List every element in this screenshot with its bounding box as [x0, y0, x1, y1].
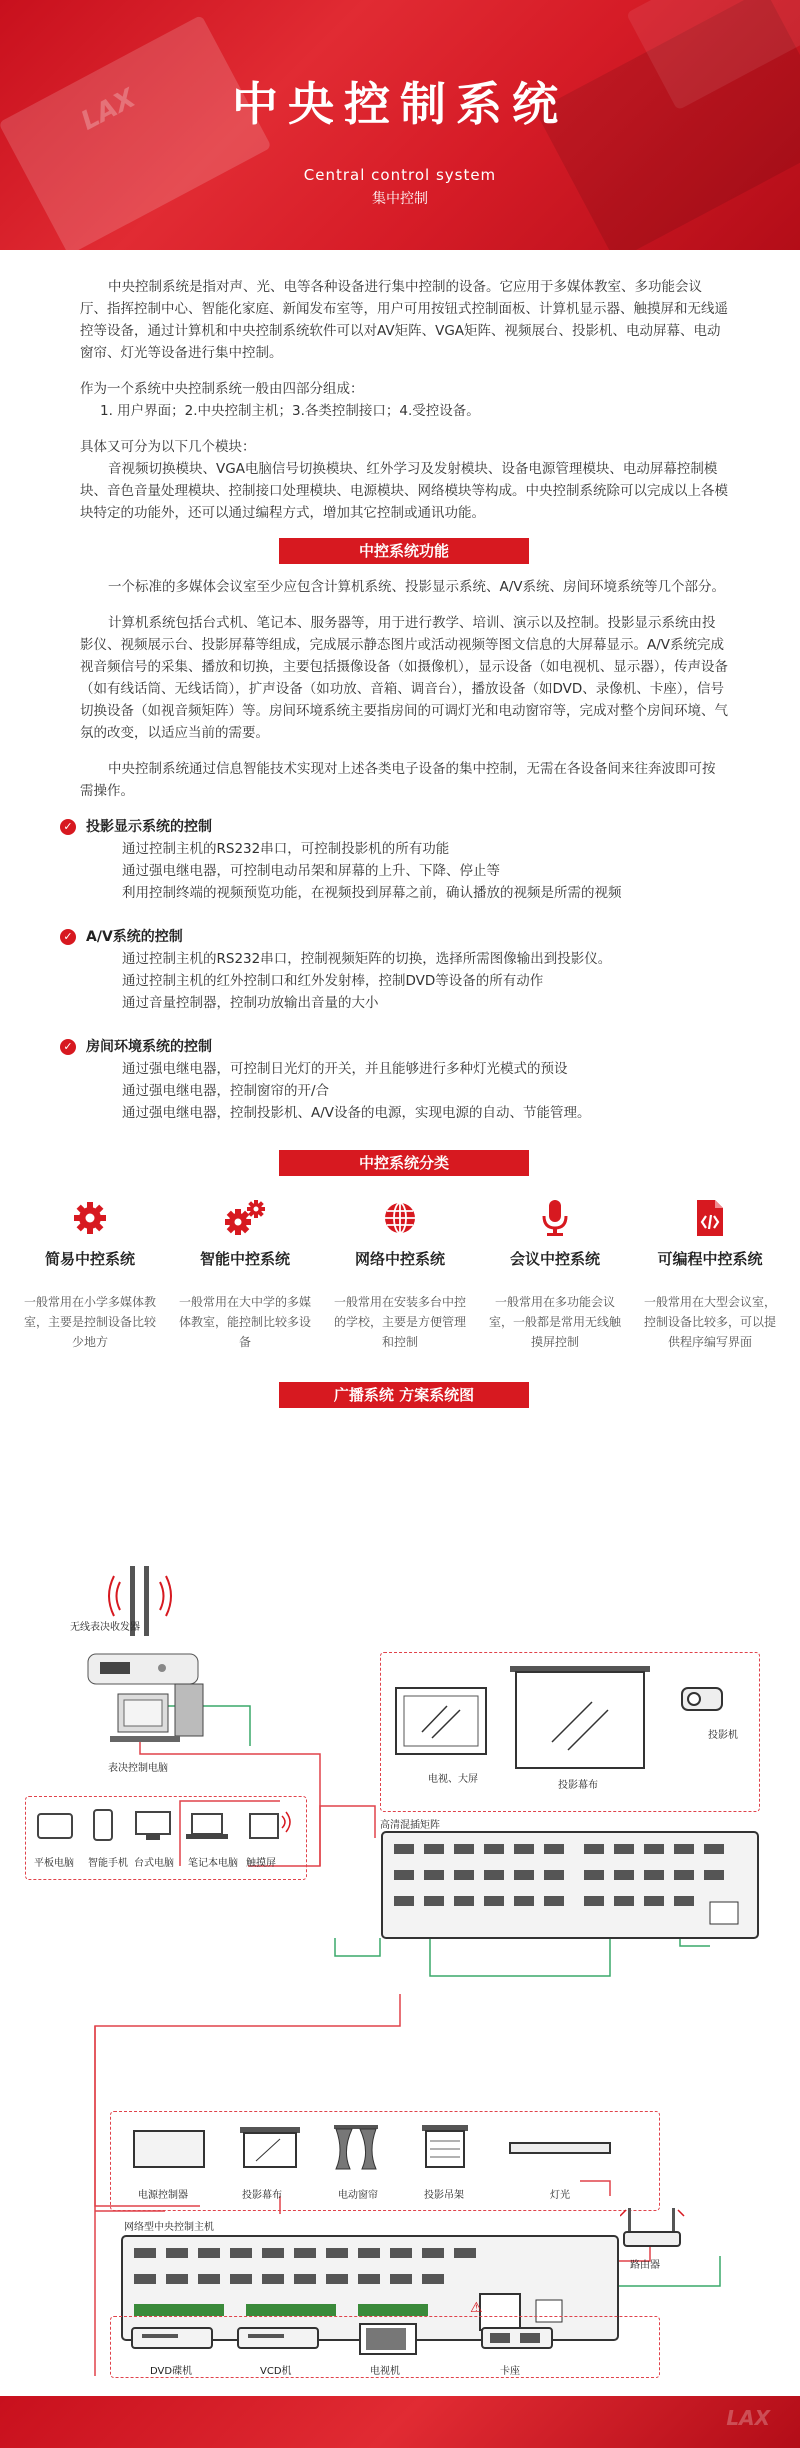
display-devices [392, 1662, 752, 1782]
lift-label: 投影吊架 [424, 2190, 464, 2201]
hd-matrix [380, 1830, 760, 1942]
footer-watermark: LAX [726, 2406, 770, 2430]
feature-line: 通过控制主机的RS232串口，可控制投影机的所有功能 [122, 841, 450, 857]
category-desc: 一般常用在大型会议室，控制设备比较多，可以提供程序编写界面 [643, 1295, 776, 1349]
tv2-label: 电视机 [370, 2366, 400, 2377]
feature-projection [63, 816, 728, 904]
feature-environment [63, 1036, 728, 1124]
category-title: 会议中控系统 [509, 1250, 600, 1268]
category-title: 可编程中控系统 [657, 1250, 763, 1268]
feature-title: 投影显示系统的控制 [86, 819, 212, 835]
category-desc: 一般常用在多功能会议室，一般都是常用无线触摸屏控制 [488, 1295, 621, 1349]
modules-body: 音视频切换模块、VGA电脑信号切换模块、红外学习及发射模块、设备电源管理模块、电动屏幕控制模块、音色音量处理模块、控制接口处理模块、电源模块、网络模块等构成。中央控制系统除可以完成以上各模块特定的功能外，还可以通过编程方式，增加其它控制或通讯功能。 [80, 461, 728, 521]
category-list [20, 1196, 780, 1352]
feature-line: 利用控制终端的视频预览功能，在视频投到屏幕之前，确认播放的视频是所需的视频 [122, 885, 622, 901]
screen-label: 投影幕布 [558, 1780, 598, 1791]
svg-text:⚠: ⚠ [470, 2300, 483, 2316]
desktop-label: 台式电脑 [134, 1858, 174, 1869]
user-devices [32, 1806, 302, 1846]
microphone-icon [540, 1198, 570, 1238]
dvd-label: DVD碟机 [150, 2366, 193, 2377]
category-title: 智能中控系统 [199, 1250, 290, 1268]
laptop-label: 笔记本电脑 [188, 1858, 238, 1869]
power-controller-label: 电源控制器 [138, 2190, 188, 2201]
feature-line: 通过音量控制器，控制功放输出音量的大小 [122, 995, 379, 1011]
code-file-icon [694, 1198, 726, 1238]
main-content [23, 276, 776, 1420]
page-subtitle-cn: 集中控制 [372, 191, 428, 207]
feature-line: 通过强电继电器，控制窗帘的开/合 [122, 1083, 330, 1099]
wireless-receiver [80, 1564, 230, 1744]
gear-icon [72, 1200, 108, 1236]
deck-label: 卡座 [500, 2366, 520, 2377]
light-label: 灯光 [550, 2190, 570, 2201]
category-desc: 一般常用在大中学的多媒体教室，能控制比较多设备 [178, 1295, 311, 1349]
feature-line: 通过强电继电器，可控制日光灯的开关，并且能够进行多种灯光模式的预设 [122, 1061, 568, 1077]
host-label: 网络型中央控制主机 [124, 2222, 214, 2233]
section-heading-functions: 中控系统功能 [279, 538, 529, 564]
page-subtitle-en: Central control system [303, 166, 497, 184]
header-banner [0, 0, 800, 250]
tablet-label: 平板电脑 [34, 1858, 74, 1869]
category-item [175, 1196, 315, 1352]
check-icon: ✓ [60, 819, 76, 835]
router-label: 路由器 [630, 2260, 660, 2271]
curtain-label: 电动窗帘 [338, 2190, 378, 2201]
phone-label: 智能手机 [88, 1858, 128, 1869]
category-desc: 一般常用在安装多台中控的学校，主要是方便管理和控制 [333, 1295, 466, 1349]
category-item [640, 1196, 780, 1352]
pc-label: 表决控制电脑 [108, 1763, 168, 1774]
brand-watermark: LAX [76, 83, 141, 137]
category-item [20, 1196, 160, 1352]
composition-title: 作为一个系统中央控制系统一般由四部分组成： [80, 381, 364, 397]
globe-icon [382, 1200, 418, 1236]
composition-items: 1. 用户界面；2.中央控制主机；3.各类控制接口；4.受控设备。 [100, 403, 480, 419]
tv-label: 电视、大屏 [428, 1774, 478, 1785]
matrix-label: 高清混插矩阵 [380, 1820, 440, 1831]
footer-banner [0, 2396, 800, 2448]
feature-line: 通过控制主机的RS232串口，控制视频矩阵的切换，选择所需图像输出到投影仪。 [122, 951, 612, 967]
category-title: 简易中控系统 [44, 1250, 135, 1268]
feature-title: A/V系统的控制 [86, 929, 183, 945]
vcd-label: VCD机 [260, 2366, 292, 2377]
functions-paragraph-1: 一个标准的多媒体会议室至少应包含计算机系统、投影显示系统、A/V系统、房间环境系统等几个部分。 [108, 579, 726, 595]
category-desc: 一般常用在小学多媒体教室，主要是控制设备比较少地方 [23, 1295, 156, 1349]
category-item [485, 1196, 625, 1352]
page-title: 中央控制系统 [232, 77, 568, 131]
category-title: 网络中控系统 [354, 1250, 445, 1268]
touchscreen-label: 触摸屏 [246, 1858, 276, 1869]
gears-icon [223, 1198, 267, 1238]
wireless-receiver-label: 无线表决收发器 [70, 1622, 140, 1633]
feature-av [63, 926, 728, 1014]
check-icon: ✓ [60, 1039, 76, 1055]
router [620, 2206, 690, 2256]
feature-line: 通过强电继电器，控制投影机、A/V设备的电源，实现电源的自动、节能管理。 [122, 1105, 591, 1121]
check-icon: ✓ [60, 929, 76, 945]
functions-paragraph-3: 中央控制系统通过信息智能技术实现对上述各类电子设备的集中控制，无需在各设备间来往奔波即可按需操作。 [80, 761, 716, 799]
feature-title: 房间环境系统的控制 [86, 1039, 212, 1055]
av-sources [128, 2322, 648, 2356]
feature-line: 通过控制主机的红外控制口和红外发射棒，控制DVD等设备的所有动作 [122, 973, 544, 989]
screen2-label: 投影幕布 [242, 2190, 282, 2201]
category-item [330, 1196, 470, 1352]
modules-title: 具体又可分为以下几个模块： [80, 439, 256, 455]
intro-paragraph: 中央控制系统是指对声、光、电等各种设备进行集中控制的设备。它应用于多媒体教室、多功能会议厅、指挥控制中心、智能化家庭、新闻发布室等，用户可用按钮式控制面板、计算机显示器、触摸屏和无线遥控等设备，通过计算机和中央控制系统软件可以对AV矩阵、VGA矩阵、视频展台、投影机、电动屏幕、电动窗帘、灯光等设备进行集中控制。 [80, 279, 728, 361]
system-diagram [20, 1556, 780, 2376]
section-heading-diagram: 广播系统 方案系统图 [279, 1382, 529, 1408]
section-heading-categories: 中控系统分类 [279, 1150, 529, 1176]
controlled-devices [130, 2121, 650, 2181]
feature-line: 通过强电继电器，可控制电动吊架和屏幕的上升、下降、停止等 [122, 863, 500, 879]
projector-label: 投影机 [708, 1730, 738, 1741]
functions-paragraph-2: 计算机系统包括台式机、笔记本、服务器等，用于进行教学、培训、演示以及控制。投影显示系统由投影仪、视频展示台、投影屏幕等组成，完成展示静态图片或活动视频等图文信息的大屏幕显示。A/V系统完成视音频信号的采集、播放和切换，主要包括摄像设备（如摄像机），显示设备（如电视机、显示器），传声设备（如有线话筒、无线话筒），扩声设备（如功放、音箱、调音台），播放设备（如DVD、录像机、卡座），信号切换设备（如视音频矩阵）等。房间环境系统主要指房间的可调灯光和电动窗帘等，完成对整个房间环境、气氛的改变，以适应当前的需要。 [80, 615, 728, 741]
